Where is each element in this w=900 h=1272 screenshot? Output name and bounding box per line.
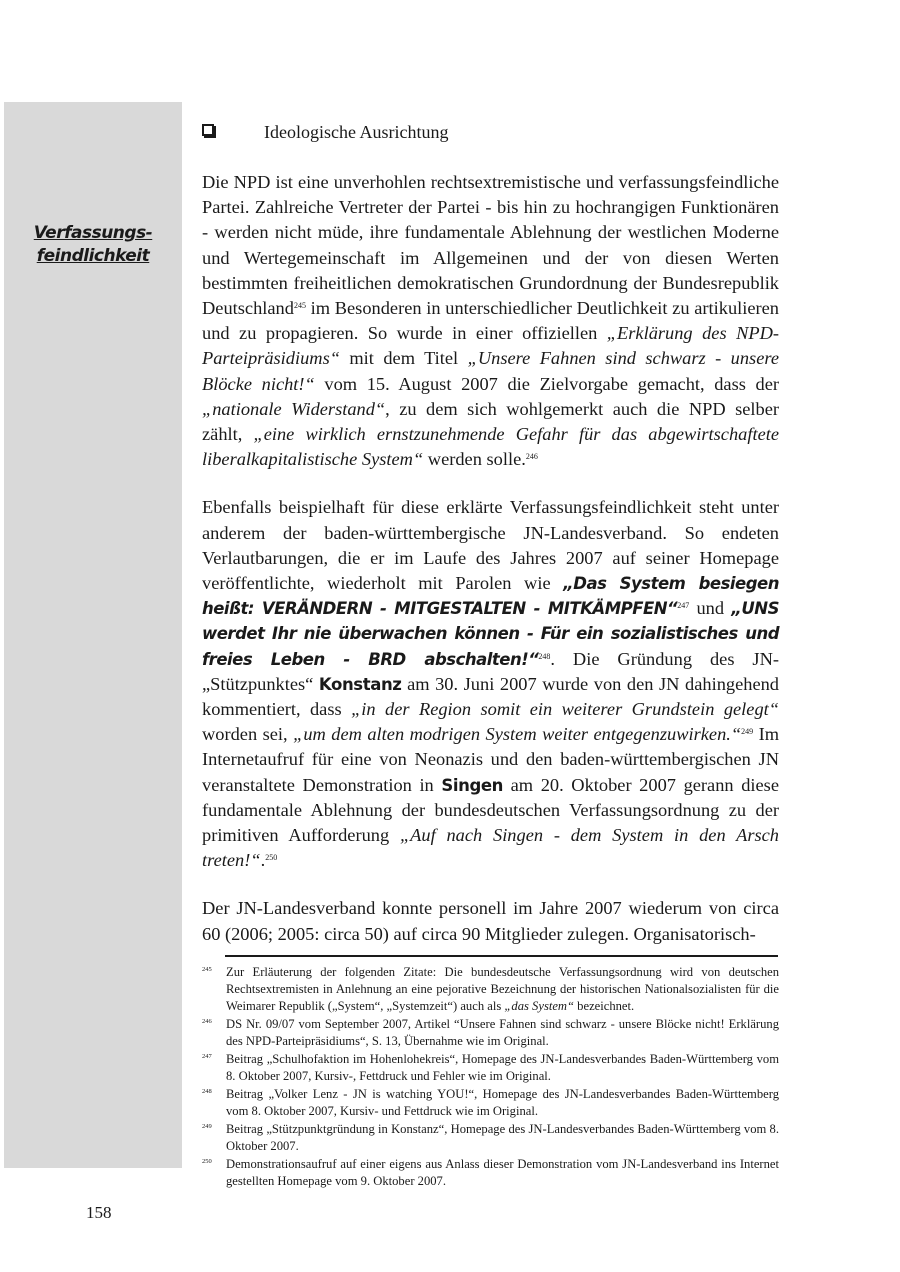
margin-note-line-1: Verfassungs- <box>33 223 153 243</box>
text: mit dem Titel <box>339 348 468 369</box>
page-number: 158 <box>86 1203 112 1222</box>
margin-note-line-2: feindlichkeit <box>36 246 150 266</box>
footnote-250 <box>202 1156 779 1190</box>
footnote-text: bezeichnet. <box>574 999 635 1013</box>
quote-bold-italic: „UNS werdet Ihr nie überwachen können - Für ein sozialistisches und freies Leben - BRD abschalten!“ <box>202 599 779 669</box>
footnote-249 <box>202 1121 779 1155</box>
checkbox-square-icon <box>202 124 214 136</box>
footnote-number: 248 <box>202 1088 212 1095</box>
footnote-number: 249 <box>202 1123 212 1130</box>
text: . <box>260 850 266 871</box>
quote-italic: „in der Region somit ein weiterer Grundstein gelegt“ <box>351 699 779 720</box>
text: am 30. Juni 2007 wurde von den JN dahingehend kommentiert, dass <box>202 673 779 720</box>
quote-italic: „Auf nach Singen - dem System in den Arsch treten!“ <box>202 825 779 871</box>
footnote-ref-250[interactable]: 250 <box>265 853 278 863</box>
text: worden sei, <box>202 724 294 745</box>
quote-italic: „eine wirklich ernstzunehmende Gefahr für das abgewirtschaftete liberalkapitalistische System“ <box>202 424 780 470</box>
footnote-italic: „das System“ <box>504 999 575 1013</box>
text: und <box>689 598 732 619</box>
text: Ebenfalls beispielhaft für diese erklärte Verfassungsfeindlichkeit steht unter anderem der baden-württembergische JN-Landesverband. So endeten Verlautbarungen, die er im Laufe des Jahres 2007 auf seiner Homepage veröffentlichte, wiederholt mit Parolen wie <box>202 497 779 594</box>
footnote-246 <box>202 1016 779 1050</box>
footnote-number: 247 <box>202 1053 212 1060</box>
margin-note <box>4 222 182 268</box>
text: Die NPD ist eine unverhohlen rechtsextremistische und verfassungsfeindliche Partei. Zahlreiche Vertreter der Partei - bis hin zu hochrangigen Funktionären - werden nicht müde, ihre fundamentale Ablehnung der westlichen Moderne und Wertegemeinschaft im Allgemeinen und der von diesen Werten bestimmten freiheitlichen demokratischen Grundordnung der Bundesrepublik Deutschland <box>202 172 779 319</box>
paragraph-2 <box>202 495 779 873</box>
footnote-ref-249[interactable]: 249 <box>741 727 754 737</box>
footnote-number: 246 <box>202 1018 212 1025</box>
place-name-bold: Singen <box>441 775 504 795</box>
footnote-text: DS Nr. 09/07 vom September 2007, Artikel “Unsere Fahnen sind schwarz - unsere Blöcke nicht! Erklärung des NPD-Parteipräsidiums“, S. 13, Übernahme wie im Original. <box>226 1017 779 1048</box>
footnote-ref-246[interactable]: 246 <box>525 452 538 462</box>
main-text <box>202 170 779 970</box>
text: im Besonderen in unterschiedlicher Deutlichkeit zu artikulieren und zu propagieren. So wurde in einer offiziellen <box>202 298 779 344</box>
footnote-ref-247[interactable]: 247 <box>677 601 690 611</box>
footnote-ref-248[interactable]: 248 <box>538 651 551 661</box>
footnote-divider <box>225 955 778 957</box>
quote-italic: „Erklärung des NPD-Parteipräsidiums“ <box>202 323 779 369</box>
paragraph-3 <box>202 896 779 946</box>
footnote-text: Beitrag „Schulhofaktion im Hohenlohekreis“, Homepage des JN-Landesverbandes Baden-Württemberg vom 8. Oktober 2007, Kursiv-, Fettdruck und Fehler wie im Original. <box>226 1052 779 1083</box>
section-heading <box>202 120 802 144</box>
quote-italic: „um dem alten modrigen System weiter entgegenzuwirken.“ <box>293 724 742 745</box>
text: . Die Gründung des JN-„Stützpunktes“ <box>202 648 779 694</box>
footnote-text: Beitrag „Stützpunktgründung in Konstanz“, Homepage des JN-Landesverbandes Baden-Württemberg vom 8. Oktober 2007. <box>226 1122 779 1153</box>
quote-bold-italic: „Das System besiegen heißt: VERÄNDERN - MITGESTALTEN - MITKÄMPFEN“ <box>202 574 779 619</box>
quote-italic: „Unsere Fahnen sind schwarz - unsere Blöcke nicht!“ <box>202 348 780 394</box>
footnote-text: Demonstrationsaufruf auf einer eigens aus Anlass dieser Demonstration vom JN-Landesverband ins Internet gestellten Homepage vom 9. Oktober 2007. <box>226 1157 779 1188</box>
text: werden solle. <box>423 449 526 470</box>
footnote-ref-245[interactable]: 245 <box>293 301 306 311</box>
text: am 20. Oktober 2007 gerann diese fundamentale Ablehnung der bundesdeutschen Verfassungsordnung zu der primitiven Aufforderung <box>202 774 779 846</box>
footnote-number: 245 <box>202 966 212 973</box>
footnote-247 <box>202 1051 779 1085</box>
text: vom 15. August 2007 die Zielvorgabe gemacht, dass der <box>314 373 779 394</box>
text: Der JN-Landesverband konnte personell im Jahre 2007 wiederum von circa 60 (2006; 2005: circa 50) auf circa 90 Mitglieder zulegen. Organisatorisch- <box>202 898 779 944</box>
text: , zu dem sich wohlgemerkt auch die NPD selber zählt, <box>202 398 779 445</box>
footnotes <box>202 964 779 1191</box>
paragraph-1 <box>202 170 779 472</box>
footnote-text: Zur Erläuterung der folgenden Zitate: Die bundesdeutsche Verfassungsordnung wird von deutschen Rechtsextremisten in Anlehnung an eine pejorative Bezeichnung der historischen Nationalsozialisten für die Weimarer Republik („System“, „Systemzeit“) auch als <box>226 965 779 1013</box>
footnote-248 <box>202 1086 779 1120</box>
footnote-text: Beitrag „Volker Lenz - JN is watching YOU!“, Homepage des JN-Landesverbandes Baden-Württemberg vom 8. Oktober 2007, Kursiv- und Fettdruck wie im Original. <box>226 1087 779 1118</box>
text: Im Internetaufruf für eine von Neonazis und den baden-württembergischen JN veranstaltete Demonstration in <box>202 724 779 795</box>
section-title: Ideologische Ausrichtung <box>264 122 449 142</box>
footnote-245 <box>202 964 779 1015</box>
footnote-number: 250 <box>202 1158 212 1165</box>
place-name-bold: Konstanz <box>318 674 402 694</box>
quote-italic: „nationale Widerstand“ <box>202 398 386 419</box>
